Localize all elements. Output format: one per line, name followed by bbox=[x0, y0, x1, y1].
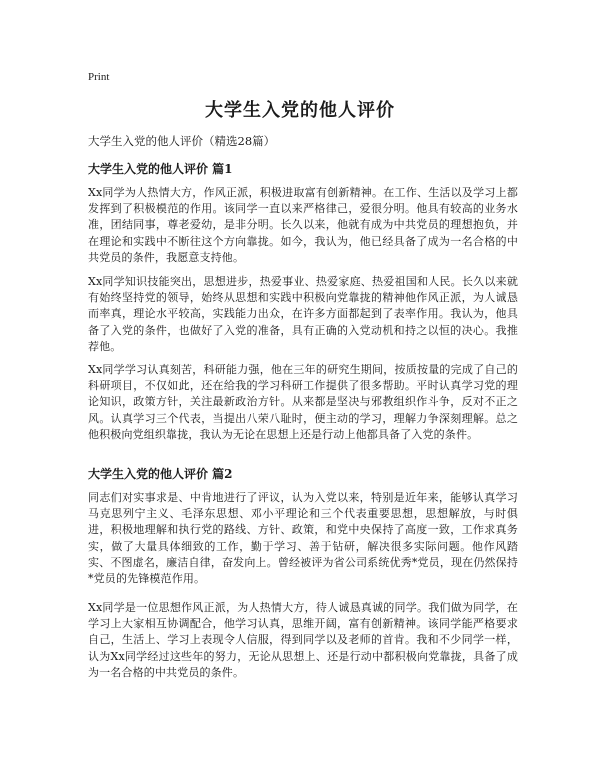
paragraph: Xx同学是一位思想作风正派，为人热情大方，待人诚恳真诚的同学。我们做为同学，在学习上大家相互协调配合，他学习认真，思维开阔，富有创新精神。该同学能严格要求自己，生活上、学习上表现令人信服，得到同学以及老师的首肯。我和不少同学一样，认为Xx同学经过这些年的努力，无论从思想上、还是行动中都积极向党靠拢，具备了成为一名合格的中共党员的条件。 bbox=[88, 601, 518, 679]
section-heading-2: 大学生入党的他人评价 篇2 bbox=[88, 467, 233, 481]
paragraph: Xx同学学习认真刻苦，科研能力强，他在三年的研究生期间，按质按量的完成了自己的科研项目，不仅如此，还在给我的学习科研工作提供了很多帮助。平时认真学习党的理论知识，政策方针，关注最新政治方针。从来都是坚决与邪教组织作斗争，反对不正之风。认真学习三个代表，当提出八荣八耻时，便主动的学习，理解力争深刻理解。总之他积极向党组织靠拢，我认为无论在思想上还是行动上他都具备了入党的条件。 bbox=[88, 363, 518, 441]
print-link[interactable]: Print bbox=[88, 71, 110, 83]
section-heading-1: 大学生入党的他人评价 篇1 bbox=[88, 162, 233, 176]
page-title: 大学生入党的他人评价 bbox=[205, 100, 395, 121]
paragraph: Xx同学知识技能突出，思想进步，热爱事业、热爱家庭、热爱祖国和人民。长久以来就有始终坚持党的领导，始终从思想和实践中积极向党靠拢的精神他作风正派，为人诚恳而率真，理论水平较高，实践能力出众，在许多方面都起到了表率作用。我认为，他具备了入党的条件，也做好了入党的准备，具有正确的入党动机和持之以恒的决心。我推荐他。 bbox=[88, 275, 518, 353]
document-subtitle: 大学生入党的他人评价（精选28篇） bbox=[88, 134, 276, 148]
paragraph: Xx同学为人热情大方，作风正派，积极进取富有创新精神。在工作、生活以及学习上都发挥到了积极模范的作用。该同学一直以来严格律己，爱很分明。他具有较高的业务水准，团结同事，尊老爱幼，是非分明。长久以来，他就有成为中共党员的理想抱负，并在理论和实践中不断往这个方向靠拢。如今，我认为，他已经具备了成为一名合格的中共党员的条件，我愿意支持他。 bbox=[88, 186, 518, 264]
paragraph: 同志们对实事求是、中肯地进行了评议，认为入党以来，特别是近年来，能够认真学习马克思列宁主义、毛泽东思想、邓小平理论和三个代表重要思想，思想解放，与时俱进，积极地理解和执行党的路线、方针、政策，和党中央保持了高度一致，工作求真务实，做了大量具体细致的工作，勤于学习、善于钻研，解决很多实际问题。他作风踏实、不图虚名，廉洁自律，奋发向上。曾经被评为省公司系统优秀*党员，现在仍然保持*党员的先锋模范作用。 bbox=[88, 491, 518, 586]
